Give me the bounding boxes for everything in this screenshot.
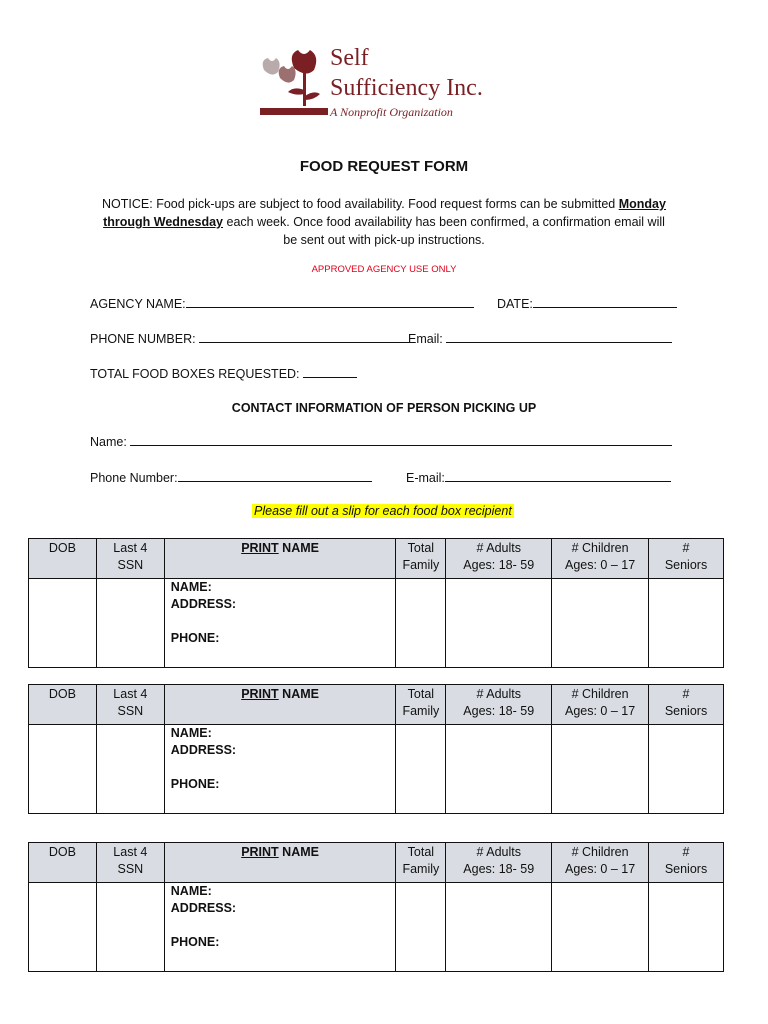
slip-instruction: Please fill out a slip for each food box recipient <box>254 504 512 518</box>
name-address-cell[interactable] <box>164 579 396 668</box>
adults-cell[interactable] <box>446 579 552 668</box>
dob-header: DOB <box>29 685 97 725</box>
name-label: NAME: <box>170 580 212 594</box>
ssn-header: Last 4 SSN <box>96 843 164 883</box>
phone-number-field[interactable] <box>199 331 411 343</box>
children-cell[interactable] <box>552 725 649 814</box>
contact-name-field[interactable] <box>130 434 672 446</box>
children-cell[interactable] <box>552 579 649 668</box>
recipient-slip-table <box>28 684 724 814</box>
name-label: NAME: <box>170 884 212 898</box>
seniors-header: # Seniors <box>649 685 724 725</box>
children-header: # Children Ages: 0 – 17 <box>552 685 649 725</box>
tulip-logo-icon <box>258 46 330 122</box>
phone-number-label: PHONE NUMBER: <box>90 332 196 346</box>
date-row <box>497 296 677 311</box>
adults-header: # Adults Ages: 18- 59 <box>446 539 552 579</box>
dob-cell[interactable] <box>29 725 97 814</box>
adults-cell[interactable] <box>446 883 552 972</box>
ssn-cell[interactable] <box>96 579 164 668</box>
print-name-header: PRINT NAME <box>164 843 396 883</box>
logo-text-line2: Sufficiency Inc. <box>330 75 483 101</box>
print-name-header: PRINT NAME <box>164 539 396 579</box>
total-boxes-label: TOTAL FOOD BOXES REQUESTED: <box>90 367 300 381</box>
logo-text-line1: Self <box>330 45 369 71</box>
approved-agency-notice: APPROVED AGENCY USE ONLY <box>311 264 457 275</box>
ssn-cell[interactable] <box>96 883 164 972</box>
seniors-cell[interactable] <box>649 579 724 668</box>
seniors-header: # Seniors <box>649 843 724 883</box>
adults-cell[interactable] <box>446 725 552 814</box>
contact-email-row <box>406 470 671 485</box>
ssn-header: Last 4 SSN <box>96 539 164 579</box>
total-boxes-field[interactable] <box>303 366 357 378</box>
name-address-cell[interactable] <box>164 725 396 814</box>
logo-tagline: A Nonprofit Organization <box>330 105 453 119</box>
email-label: Email: <box>408 332 443 346</box>
slip-entry-row <box>29 579 724 668</box>
slip-entry-row <box>29 883 724 972</box>
slip-entry-row <box>29 725 724 814</box>
total-family-cell[interactable] <box>396 579 446 668</box>
adults-header: # Adults Ages: 18- 59 <box>446 843 552 883</box>
seniors-header: # Seniors <box>649 539 724 579</box>
notice-text-start: NOTICE: Food pick-ups are subject to food availability. Food request forms can be submitted <box>102 197 619 211</box>
contact-name-label: Name: <box>90 435 127 449</box>
form-title: FOOD REQUEST FORM <box>299 158 469 175</box>
address-label: ADDRESS: <box>170 743 237 757</box>
print-name-header: PRINT NAME <box>164 685 396 725</box>
notice-text-end: each week. Once food availability has been confirmed, a confirmation email will be sent out with pick-up instructions. <box>223 215 665 247</box>
notice-days-bold: Monday through Wednesday <box>103 197 666 229</box>
total-family-cell[interactable] <box>396 725 446 814</box>
date-label: DATE: <box>497 297 533 311</box>
children-header: # Children Ages: 0 – 17 <box>552 539 649 579</box>
contact-email-field[interactable] <box>445 470 671 482</box>
dob-cell[interactable] <box>29 579 97 668</box>
total-family-header: Total Family <box>396 539 446 579</box>
total-family-cell[interactable] <box>396 883 446 972</box>
address-label: ADDRESS: <box>170 597 237 611</box>
notice-paragraph <box>96 195 672 249</box>
dob-header: DOB <box>29 539 97 579</box>
children-cell[interactable] <box>552 883 649 972</box>
recipient-slip-table <box>28 538 724 668</box>
email-field[interactable] <box>446 331 672 343</box>
ssn-cell[interactable] <box>96 725 164 814</box>
contact-name-row <box>90 434 672 449</box>
contact-phone-row <box>90 470 372 485</box>
adults-header: # Adults Ages: 18- 59 <box>446 685 552 725</box>
name-label: NAME: <box>170 726 212 740</box>
slip-header-row <box>29 685 724 725</box>
dob-header: DOB <box>29 843 97 883</box>
phone-number-row <box>90 331 411 346</box>
email-row <box>408 331 672 346</box>
dob-cell[interactable] <box>29 883 97 972</box>
total-family-header: Total Family <box>396 685 446 725</box>
seniors-cell[interactable] <box>649 725 724 814</box>
agency-name-label: AGENCY NAME: <box>90 297 186 311</box>
recipient-slip-table <box>28 842 724 972</box>
seniors-cell[interactable] <box>649 883 724 972</box>
name-address-cell[interactable] <box>164 883 396 972</box>
address-label: ADDRESS: <box>170 901 237 915</box>
total-family-header: Total Family <box>396 843 446 883</box>
date-field[interactable] <box>533 296 677 308</box>
agency-name-field[interactable] <box>186 296 474 308</box>
agency-name-row <box>90 296 474 311</box>
slip-header-row <box>29 539 724 579</box>
phone-label: PHONE: <box>170 631 220 645</box>
phone-label: PHONE: <box>170 777 220 791</box>
ssn-header: Last 4 SSN <box>96 685 164 725</box>
contact-section-title: CONTACT INFORMATION OF PERSON PICKING UP <box>231 401 537 415</box>
contact-phone-label: Phone Number: <box>90 471 178 485</box>
contact-phone-field[interactable] <box>178 470 372 482</box>
total-boxes-row <box>90 366 357 381</box>
phone-label: PHONE: <box>170 935 220 949</box>
contact-email-label: E-mail: <box>406 471 445 485</box>
slip-header-row <box>29 843 724 883</box>
children-header: # Children Ages: 0 – 17 <box>552 843 649 883</box>
